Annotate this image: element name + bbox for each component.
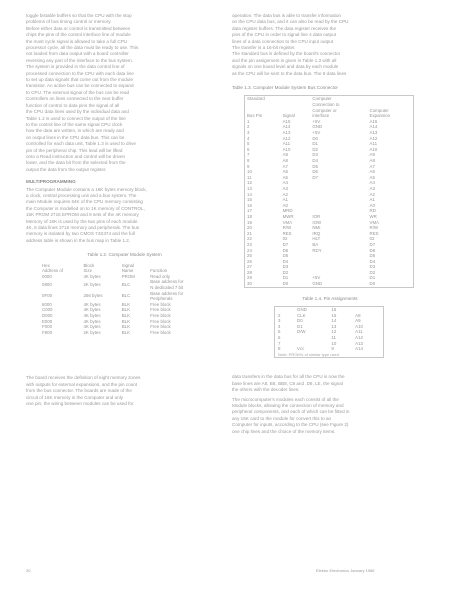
text-line: function of control to data pins the signal of all	[26, 102, 120, 108]
table-cell: A5	[369, 174, 375, 180]
text-line: Computer for inputs, according to the CPU (see Figure 2)	[232, 422, 349, 428]
table-cell: BLC	[121, 293, 131, 299]
table-cell: 0000	[42, 273, 52, 279]
table-cell: NMI	[312, 225, 321, 231]
table-cell: 4	[247, 135, 250, 141]
bus-super-header-standard: Standard	[247, 96, 265, 102]
table-cell: A13	[282, 130, 291, 136]
table-cell: D5	[312, 163, 318, 169]
table-cell: A7	[282, 163, 288, 169]
text-line: The system is provided in the data control line of	[26, 64, 125, 70]
memory-table-caption: Table 1.2. Computer Module System	[87, 252, 162, 258]
table-cell: MWR	[282, 213, 294, 219]
table-cell: 21	[247, 230, 252, 236]
text-line: signals on one board level and data by each module	[232, 64, 339, 70]
table-cell: D6	[312, 169, 318, 175]
table-cell: D3	[282, 264, 289, 270]
table-cell: 23	[247, 241, 252, 247]
text-line: main Module requires 64K of the CPU memory consisting	[26, 199, 143, 205]
text-line: The transfer is a 16-bit register.	[232, 45, 296, 51]
table-cell: 22	[247, 236, 252, 242]
table-cell: PROM	[121, 273, 135, 279]
table-cell: 6	[278, 335, 281, 341]
table-cell: 17	[247, 208, 252, 214]
table-cell: 02	[282, 236, 288, 242]
table-cell: BLC	[121, 282, 131, 288]
text-line: chips the pins of the control interface line of module	[26, 32, 131, 38]
table-cell: 7	[278, 340, 281, 346]
table-cell: A11	[282, 141, 291, 147]
table-header-cell: Computer Expansion	[369, 107, 391, 119]
table-cell: 28	[247, 269, 252, 275]
table-cell: A9	[369, 152, 375, 158]
table-cell: RES	[282, 230, 292, 236]
table-cell: 2	[278, 312, 281, 318]
text-line: the CPU data lines used by the individual data and	[26, 109, 129, 115]
text-line: problems of bus timing control or memory.	[26, 19, 112, 25]
table-cell: 5	[247, 141, 250, 147]
table-cell: GND	[297, 307, 307, 313]
table-cell: VMA	[369, 219, 380, 225]
table-cell: D2	[369, 269, 376, 275]
table-cell: CLK	[297, 312, 306, 318]
table-cell: 18	[247, 213, 252, 219]
table-row	[40, 279, 210, 290]
table-cell: A9	[282, 152, 288, 158]
table-cell: 256 bytes	[83, 293, 103, 299]
text-line: pin of the peripheral chip. This lead will be lifted	[26, 147, 123, 153]
table-cell: BLK	[121, 307, 131, 313]
table-cell: GND	[312, 281, 323, 287]
table-cell: C000	[42, 307, 53, 313]
table-cell: A8	[282, 158, 288, 163]
table-cell: 4K bytes	[83, 318, 101, 324]
table-cell: R/W	[369, 225, 379, 231]
text-line: processor cycle, all the data must be ready to use. This	[26, 45, 139, 51]
table-cell: Free block	[150, 312, 171, 318]
table-cell: A2	[369, 191, 375, 197]
table-cell: F800	[42, 329, 53, 335]
table-cell: 8000	[42, 301, 52, 307]
text-line: Controllers on lines connected to the next buffer	[26, 96, 124, 102]
text-line: operation. The data bus is able to transfer information	[232, 13, 341, 18]
section-heading: MULTIPROGRAMMING	[26, 179, 76, 185]
table-cell: A13	[369, 130, 378, 136]
table-cell: 10	[247, 169, 252, 175]
table-cell: 0800	[42, 282, 52, 288]
table-cell: A3	[369, 185, 375, 191]
table-cell: 2	[247, 124, 250, 130]
table-cell: A4	[282, 180, 288, 186]
table-cell: Free block	[150, 329, 171, 335]
table-cell: BLK	[121, 329, 131, 335]
table-cell: GND	[312, 124, 323, 130]
table-cell: 15	[247, 197, 252, 203]
table-cell: Vcc	[297, 346, 305, 352]
text-line: peripheral components, and each of which can be fitted in	[232, 409, 350, 415]
table-cell: 7	[247, 152, 250, 158]
table-cell: A10	[369, 146, 378, 152]
text-line: from the bus connector. The boards are made of the	[26, 388, 132, 394]
text-line: how the data are written, in which are ready and	[26, 128, 124, 134]
table-cell: MRD	[282, 208, 293, 214]
table-cell: 14	[331, 318, 337, 324]
table-cell: A13	[355, 340, 363, 346]
table-cell: D000	[42, 312, 53, 318]
text-line: The microcomputer's modules each consist of all the	[232, 396, 339, 402]
table-cell: Base address for N dedicated 7 bit	[150, 279, 184, 290]
table-cell: A9	[355, 318, 361, 324]
table-cell: 1	[247, 118, 250, 124]
text-line: data register buffers. The data register receives the	[232, 25, 337, 31]
left-paragraph-1	[26, 13, 223, 173]
text-line: pins of the CPU in order to signal line 4 data output	[232, 32, 336, 38]
table-cell: 9	[331, 346, 334, 352]
table-cell: HLT	[312, 236, 321, 242]
table-cell: +5V	[312, 275, 321, 281]
table-cell: D2	[282, 269, 289, 275]
table-cell: A4	[369, 180, 375, 186]
table-cell: 20	[247, 225, 252, 231]
right-paragraph-4	[232, 397, 428, 435]
table-cell: D5	[282, 253, 289, 259]
table-cell: A0	[282, 202, 288, 208]
table-cell: A0	[369, 202, 375, 208]
table-header-cell: Hex Address of	[42, 262, 63, 274]
table-cell: 12	[247, 180, 252, 186]
table-cell: VMA	[282, 219, 293, 225]
table-cell: F000	[42, 324, 53, 330]
bus-table-caption: Table 1.3. Computer Module System Bus Connector	[232, 85, 338, 91]
table-cell: IOW	[312, 219, 322, 225]
table-cell: A1	[369, 197, 375, 203]
table-header-cell: Block Size	[83, 262, 95, 274]
table-cell: 5	[278, 329, 281, 335]
table-cell: D3	[369, 264, 376, 270]
text-line: not loaded from data output with a board controller	[26, 51, 129, 57]
pins-table-caption: Table 1.4. Pin Assignments	[302, 295, 358, 301]
table-cell: A8	[355, 312, 361, 318]
table-cell: 2K bytes	[83, 329, 101, 335]
text-line: base lines are A8, B8, BB8, C8 and .D8, LE, the signal	[232, 380, 343, 386]
table-cell: 26	[247, 258, 252, 264]
text-line: transistor. An active bus can be connected to expand	[26, 83, 134, 89]
text-line: controlled for each data unit, Table 1.3 is used to drive	[26, 141, 136, 147]
left-paragraph-3	[26, 375, 223, 407]
table-cell: 2K bytes	[83, 282, 101, 288]
table-cell: R/W	[282, 225, 292, 231]
table-cell: 8	[278, 346, 281, 352]
table-cell: 27	[247, 264, 252, 270]
bus-super-header-computer: Computer	[312, 96, 332, 102]
pins-footnote: Note: PROM's of similar type used	[278, 351, 340, 357]
text-line: to CPU. The external signal of the bus can be read	[26, 89, 130, 95]
text-line: any 16K card to the module for convert this to an	[232, 415, 332, 421]
table-cell: RES	[369, 230, 379, 236]
table-cell: D1	[369, 275, 376, 281]
table-cell: 24	[247, 247, 252, 253]
table-cell: 16	[331, 307, 337, 313]
table-cell: A5	[282, 174, 288, 180]
table-cell: D2	[312, 146, 318, 152]
memory-map-table	[40, 263, 210, 336]
text-line: memory is isolated by two CMOS 74S374 and the full	[26, 231, 135, 237]
table-cell: D3	[312, 152, 318, 158]
table-cell: A1	[282, 197, 288, 203]
table-cell: 9	[247, 163, 250, 169]
table-cell: RDY	[312, 247, 322, 253]
table-cell: D0	[282, 281, 289, 287]
table-cell: 15	[331, 312, 337, 318]
pin-assignment-table	[274, 306, 384, 358]
table-cell: 4K bytes	[83, 312, 101, 318]
table-cell: BLK	[121, 312, 131, 318]
text-line: on output lines in the CPU data bus. This can be	[26, 134, 125, 140]
table-cell: D6	[369, 247, 376, 253]
table-cell: D4	[282, 258, 289, 264]
text-line: to the control line of the same signal CPU clock	[26, 121, 123, 127]
text-line: processed connection to the CPU with each data line	[26, 70, 134, 76]
table-cell: 4K bytes	[83, 301, 101, 307]
text-line: 4K, 8 data lines 2716 memory and peripherals. The bus	[26, 225, 140, 230]
text-line: lines of a data connection to the CPU input output	[232, 38, 334, 44]
table-cell: D7	[369, 241, 376, 247]
table-cell: IOR	[312, 213, 321, 219]
table-cell: Free block	[150, 318, 171, 324]
table-cell: A11	[355, 329, 363, 335]
table-cell: A10	[282, 146, 291, 152]
table-cell: D4	[369, 258, 376, 264]
text-line: 16K PROM 2716 EPROM and 8 sets of the 4K memory	[26, 212, 139, 218]
table-header-cell: Bus Pin	[247, 113, 263, 119]
table-cell: BLK	[121, 301, 131, 307]
table-cell: D0	[369, 281, 376, 287]
table-cell: BLK	[121, 324, 131, 330]
table-cell: A11	[369, 141, 378, 147]
table-cell: 29	[247, 275, 252, 281]
table-cell: A2	[282, 191, 288, 197]
text-line: to set up data signals that come out from the module	[26, 77, 133, 83]
table-cell: 0F00	[42, 293, 53, 299]
text-line: toggle bistable buffers so that the CPU with the stop	[26, 13, 132, 18]
table-cell: A6	[282, 169, 288, 175]
table-cell: D7	[312, 174, 318, 180]
table-cell: 13	[247, 185, 252, 191]
text-line: reversing any part of the interface to the bus system.	[26, 57, 133, 63]
text-line: Before either data or control is transmitted between	[26, 25, 131, 31]
table-cell: E000	[42, 318, 53, 324]
table-cell: 4K bytes	[83, 324, 101, 330]
memory-table-header-row	[40, 263, 210, 274]
table-cell: IRQ	[312, 230, 321, 236]
table-cell: RD	[369, 208, 376, 214]
table-cell: 4K bytes	[83, 307, 101, 313]
table-cell: A7	[369, 163, 375, 169]
text-line: lower, and the data bit from the selected from the	[26, 160, 126, 166]
table-cell: 12	[331, 329, 337, 335]
table-cell: D6	[282, 247, 289, 253]
table-cell: D/W	[297, 329, 306, 335]
table-header-cell: Connection to Computer or interface	[312, 102, 340, 119]
table-cell: +5V	[312, 118, 321, 124]
right-column	[232, 13, 428, 435]
table-cell: BLK	[121, 318, 131, 324]
table-cell: D1	[282, 275, 289, 281]
table-cell: A12	[355, 335, 363, 341]
left-paragraph-2	[26, 187, 223, 245]
table-cell: A3	[282, 185, 288, 191]
text-line: The Computer Module contains a 16K bytes memory block,	[26, 186, 147, 192]
text-line: as the CPU will be sent to the data bus. The 8 data lines	[232, 70, 347, 76]
table-cell: A8	[369, 158, 375, 163]
table-cell: 25	[247, 253, 252, 259]
table-cell: 6	[247, 146, 250, 152]
table-cell: 3	[247, 130, 250, 136]
table-cell: A15	[369, 118, 378, 124]
text-line: one chip lines and the choice of the memory items.	[232, 428, 336, 434]
table-cell: 10	[331, 340, 337, 346]
table-cell: 30	[247, 281, 252, 287]
table-header-cell: Signal Name	[121, 262, 134, 274]
table-cell: A12	[369, 135, 378, 141]
bus-connector-table	[244, 95, 414, 287]
left-column	[26, 13, 223, 407]
table-cell: A15	[282, 118, 291, 124]
text-line: Module blocks, allowing the connection of memory and	[232, 403, 344, 409]
table-cell: 3	[278, 318, 281, 324]
table-cell: Base address for Peripherals	[150, 290, 184, 302]
table-cell: 19	[247, 219, 252, 225]
text-line: Memory of 16K is used by the two pins of each module	[26, 218, 138, 224]
text-line: address table is shown in the bus map in Table 1.2.	[26, 237, 131, 243]
table-cell: 11	[247, 174, 252, 180]
table-cell: +5V	[312, 130, 321, 136]
journal-footer: Elektor Electronics January 1986	[316, 568, 375, 573]
bus-table-header-row	[245, 102, 414, 119]
table-cell: 13	[331, 323, 337, 329]
text-line: one pin, the wiring between modules can be used for	[26, 400, 134, 406]
table-cell: D0	[297, 318, 303, 324]
right-paragraph-2	[232, 51, 428, 77]
right-paragraph-3	[232, 374, 428, 393]
table-cell: WR	[369, 213, 377, 219]
text-line: the others with the decoder lines.	[232, 387, 300, 393]
table-cell: 8	[247, 158, 250, 163]
page-number: 30	[26, 568, 31, 573]
text-line: on the CPU data bus, and it can also be read by the CPU	[232, 19, 349, 25]
table-cell: D1	[312, 141, 318, 147]
table-cell: D0	[312, 135, 318, 141]
text-line: The standard bus is defined by the board's connector	[232, 51, 341, 57]
table-cell: A14	[282, 124, 291, 130]
table-cell: A10	[355, 323, 363, 329]
table-cell: A12	[282, 135, 291, 141]
text-line: Table 1.2 is used to connect the output of the line	[26, 115, 126, 121]
text-line: and the pin assignment is given in Table 1.3 with all	[232, 57, 337, 63]
table-cell: 4K bytes	[83, 273, 101, 279]
text-line: circuit of 16K memory in the Computer and only	[26, 394, 124, 400]
table-header-cell: Signal	[282, 113, 295, 119]
text-line: a clock, central processing unit and a bus system. The	[26, 192, 137, 198]
table-cell: BA	[312, 241, 319, 247]
text-line: output the data from the output register.	[26, 166, 107, 172]
table-cell: 14	[247, 191, 252, 197]
table-header-cell: Function	[150, 268, 168, 274]
table-cell: A14	[369, 124, 378, 130]
table-cell: D4	[312, 158, 318, 163]
table-cell: D5	[369, 253, 376, 259]
table-cell: A14	[355, 346, 363, 352]
table-cell: 4	[278, 323, 281, 329]
table-cell: 16	[247, 202, 252, 208]
text-line: with outputs for external expansions, and the pin count	[26, 381, 138, 387]
table-cell: Read only	[150, 273, 171, 279]
table-row	[40, 291, 210, 302]
table-row	[245, 281, 414, 287]
table-cell: A6	[369, 169, 375, 175]
table-cell: Free block	[150, 324, 171, 330]
table-cell: D7	[282, 241, 289, 247]
text-line: data transfers in the data bus for all the CPU is now the	[232, 374, 345, 380]
right-paragraph-1	[232, 13, 428, 51]
text-line: onto a Read instruction and control will be driven	[26, 153, 126, 159]
text-line: the Computer is modelled on to 1K memory of CONTROL,	[26, 205, 145, 211]
table-cell: Free block	[150, 301, 171, 307]
text-line: the most cycle signal is allowed to take a full CPU	[26, 38, 128, 44]
table-cell: 02	[369, 236, 375, 242]
text-line: The board receives the definition of eight memory zones	[26, 375, 141, 381]
table-cell: 11	[331, 335, 336, 341]
table-cell: Free block	[150, 307, 171, 313]
table-cell: D1	[297, 323, 303, 329]
